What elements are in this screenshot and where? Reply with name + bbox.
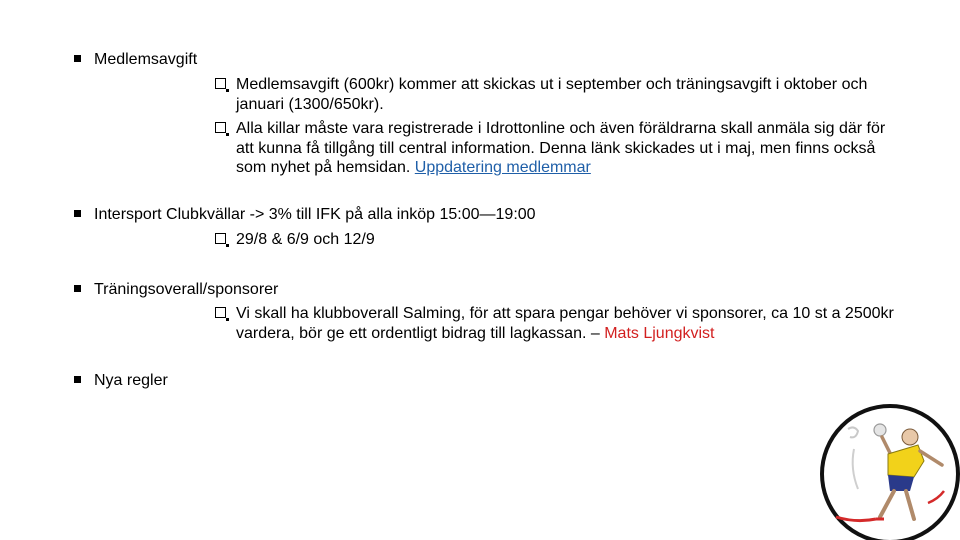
- square-bullet-icon: [74, 376, 81, 383]
- square-bullet-icon: [74, 55, 81, 62]
- checkbox-bullet-icon: [215, 122, 226, 133]
- section-title: Medlemsavgift: [94, 51, 198, 68]
- section-title: Träningsoverall/sponsorer: [94, 281, 279, 298]
- sub-item-text: Alla killar måste vara registrerade i Idrottonline och även föräldrarna skall anmäla sig där för att kunna få tillgång till central information. Denna länk skickades ut i maj, men finns också som nyhet på hemsidan.: [236, 120, 886, 176]
- sub-item-text: Vi skall ha klubboverall Salming, för att spara pengar behöver vi sponsorer, ca 10 st a 2500kr vardera, bör ge ett ordentligt bidrag till lagkassan. –: [236, 305, 894, 342]
- sub-item-text-wrap: [215, 119, 895, 178]
- sub-item-text: 29/8 & 6/9 och 12/9: [236, 231, 375, 248]
- section-title: Intersport Clubkvällar -> 3% till IFK på alla inköp 15:00—19:00: [94, 206, 536, 223]
- uppdatering-medlemmar-link[interactable]: Uppdatering medlemmar: [414, 159, 591, 176]
- checkbox-bullet-icon: [215, 307, 226, 318]
- sub-item: [215, 304, 895, 343]
- sub-item: [215, 75, 895, 114]
- square-bullet-icon: [74, 210, 81, 217]
- sub-item-text: Medlemsavgift (600kr) kommer att skickas ut i september och träningsavgift i oktober och januari (1300/650kr).: [236, 76, 868, 113]
- sub-item-text-wrap: [215, 304, 895, 343]
- bullet-intersport: [74, 205, 536, 225]
- sub-item: [215, 230, 895, 250]
- sub-item: [215, 119, 895, 178]
- square-bullet-icon: [74, 285, 81, 292]
- handball-player-logo-icon: [818, 399, 960, 540]
- section-title: Nya regler: [94, 372, 168, 389]
- checkbox-bullet-icon: [215, 233, 226, 244]
- bullet-nya-regler: [74, 371, 168, 391]
- bullet-medlemsavgift: [74, 50, 197, 70]
- checkbox-bullet-icon: [215, 78, 226, 89]
- contact-name: Mats Ljungkvist: [604, 324, 715, 342]
- bullet-traningsoverall: [74, 280, 278, 300]
